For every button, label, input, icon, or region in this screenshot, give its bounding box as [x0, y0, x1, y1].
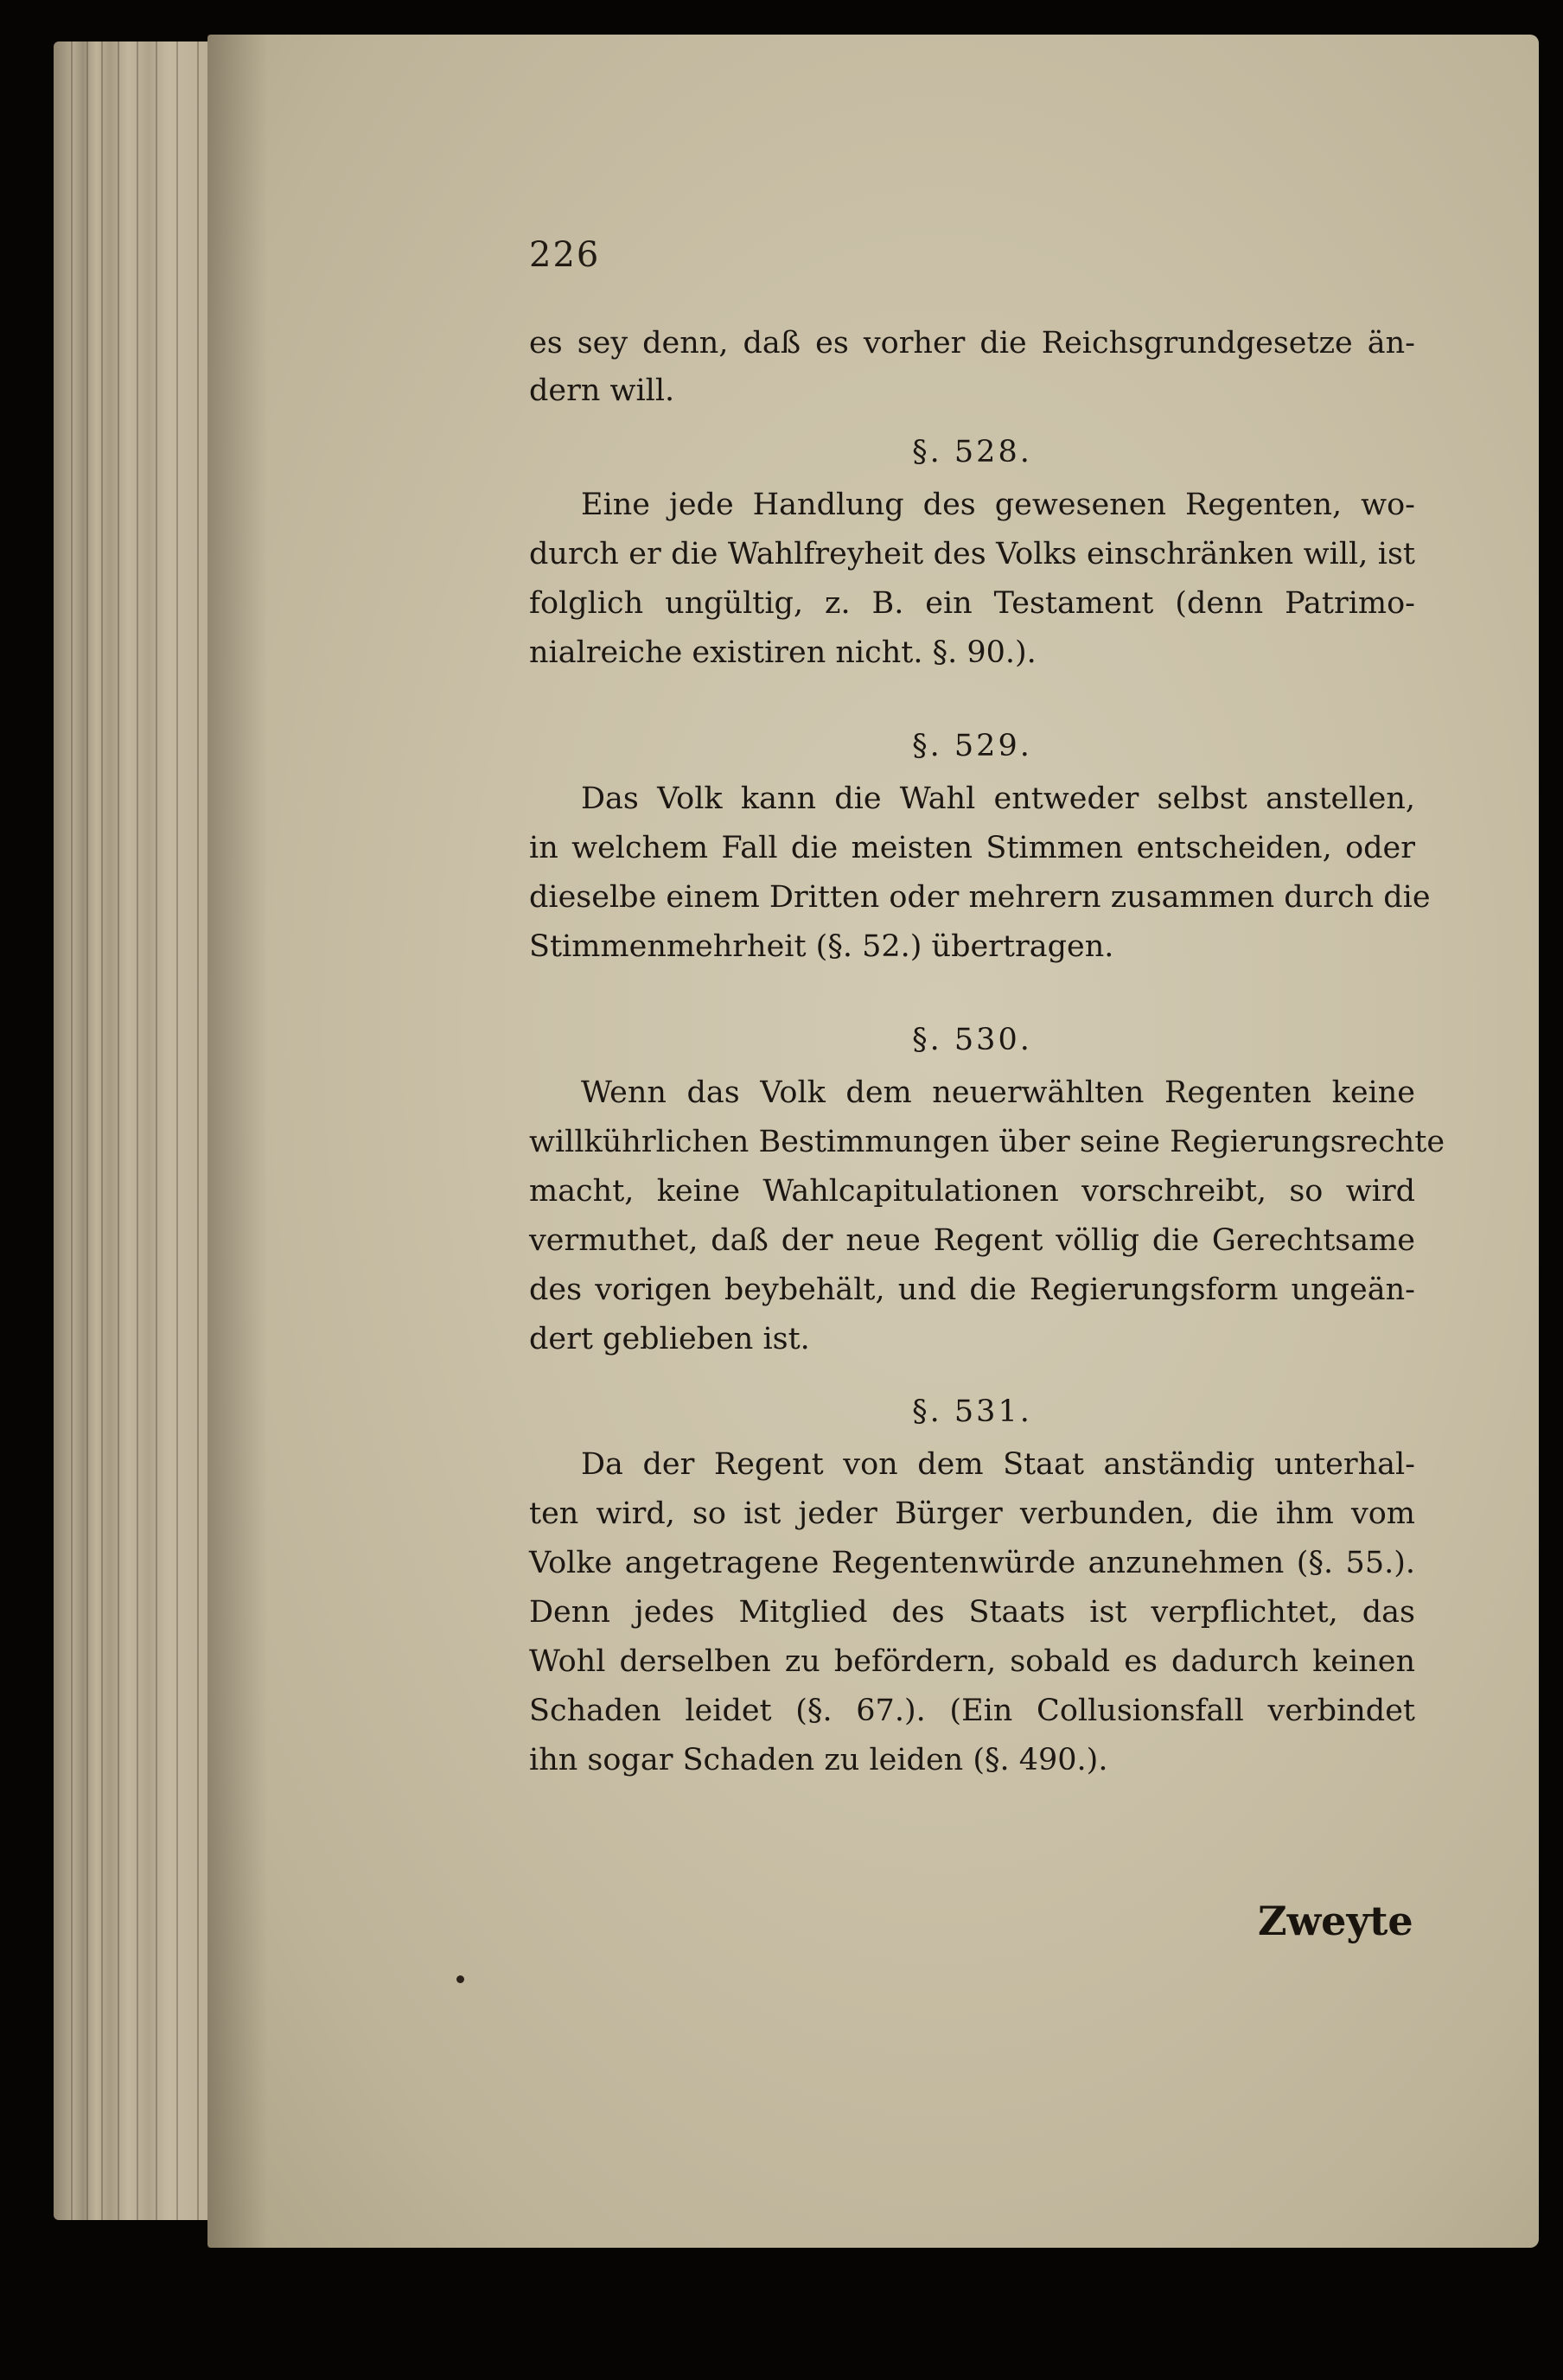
text-line: des vorigen beybehält, und die Regierungsform ungeän-	[529, 1273, 1415, 1307]
section-heading: §. 529.	[912, 729, 1032, 763]
text-line: dieselbe einem Dritten oder mehrern zusammen durch die	[529, 880, 1431, 915]
text-line: macht, keine Wahlcapitulationen vorschreibt, so wird	[529, 1174, 1415, 1209]
continuation-text	[529, 320, 1415, 415]
text-line: Das Volk kann die Wahl entweder selbst anstellen,	[581, 782, 1415, 816]
text-line: Eine jede Handlung des gewesenen Regenten, wo-	[581, 488, 1415, 522]
section-heading: §. 530.	[912, 1023, 1032, 1057]
page-number: 226	[529, 235, 601, 275]
ink-speck	[456, 1975, 464, 1983]
text-line: nialreiche existiren nicht. §. 90.).	[529, 635, 1037, 670]
section-531	[529, 1383, 1415, 1785]
text-line: in welchem Fall die meisten Stimmen entscheiden, oder	[529, 831, 1415, 865]
text-line: durch er die Wahlfreyheit des Volks einschränken will, ist	[529, 537, 1415, 571]
text-line: folglich ungültig, z. B. ein Testament (denn Patrimo-	[529, 586, 1415, 621]
text-line: willkührlichen Bestimmungen über seine Regierungsrechte	[529, 1125, 1445, 1159]
text-line: Stimmenmehrheit (§. 52.) übertragen.	[529, 929, 1114, 964]
section-528	[529, 424, 1415, 678]
text-line: Denn jedes Mitglied des Staats ist verpflichtet, das	[529, 1595, 1415, 1630]
text-line: dert geblieben ist.	[529, 1322, 810, 1356]
gutter-shadow	[207, 35, 268, 2248]
text-line: Da der Regent von dem Staat anständig unterhal-	[581, 1447, 1415, 1482]
section-heading: §. 528.	[912, 435, 1032, 469]
text-line: Wohl derselben zu befördern, sobald es dadurch keinen	[529, 1644, 1415, 1679]
text-line: Schaden leidet (§. 67.). (Ein Collusionsfall verbindet	[529, 1694, 1415, 1728]
text-line: Volke angetragene Regentenwürde anzunehmen (§. 55.).	[529, 1546, 1415, 1580]
catchword: Zweyte	[1258, 1898, 1413, 1944]
text-line: dern will.	[529, 373, 675, 408]
section-heading: §. 531.	[912, 1394, 1032, 1429]
text-line: vermuthet, daß der neue Regent völlig die Gerechtsame	[529, 1223, 1415, 1258]
text-line: Wenn das Volk dem neuerwählten Regenten keine	[581, 1075, 1415, 1110]
text-line: es sey denn, daß es vorher die Reichsgrundgesetze än-	[529, 326, 1415, 361]
text-line: ten wird, so ist jeder Bürger verbunden, die ihm vom	[529, 1496, 1415, 1531]
text-line: ihn sogar Schaden zu leiden (§. 490.).	[529, 1743, 1108, 1777]
book-page-edges	[54, 41, 218, 2220]
section-530	[529, 1011, 1445, 1364]
section-529	[529, 718, 1431, 972]
